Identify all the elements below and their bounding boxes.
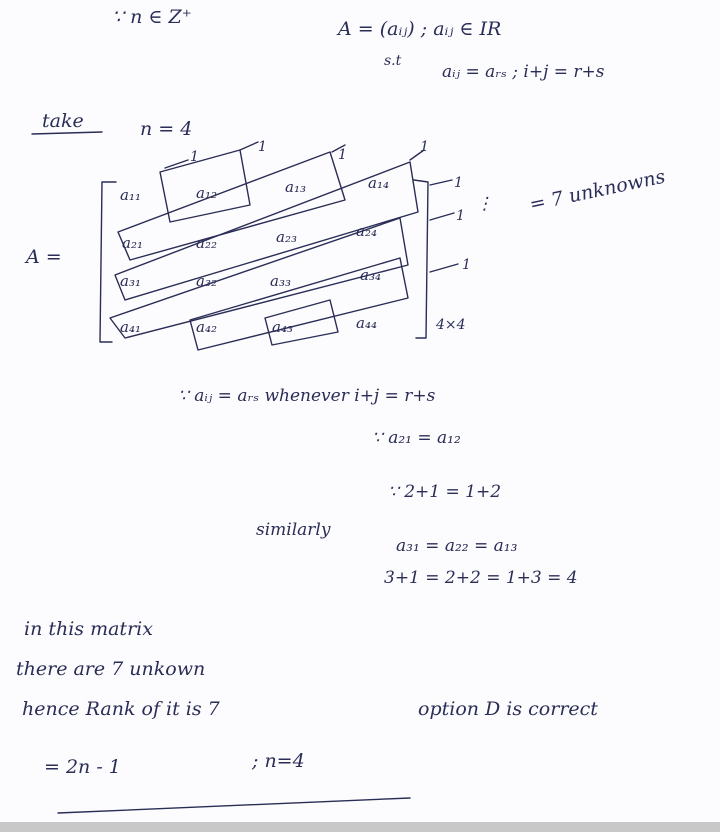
matrix-cell: a₂₃: [276, 228, 297, 246]
matrix-left-bracket: [100, 182, 116, 342]
take-underline: [32, 132, 102, 134]
tick-7: [430, 264, 458, 272]
matrix-cell: a₂₄: [356, 222, 377, 240]
bottom-strip: [0, 822, 720, 832]
matrix-cell: a₄₄: [356, 314, 377, 332]
rank-formula: = 2n - 1: [44, 756, 121, 778]
diagonal-mark: 1: [420, 139, 429, 155]
unknowns-note: = 7 unknowns: [527, 165, 668, 216]
take-value: n = 4: [140, 118, 193, 140]
tick-5: [430, 180, 452, 185]
diagonal-mark: 1: [338, 147, 347, 163]
diagonal-mark: 1: [454, 175, 463, 191]
tick-6: [430, 213, 454, 220]
matrix-cell: a₁₂: [196, 184, 217, 202]
matrix-cell: a₄₂: [196, 318, 217, 336]
conclusion-line-3: hence Rank of it is 7: [22, 698, 220, 720]
final-underline: [58, 798, 410, 813]
conclusion-line-1: in this matrix: [24, 618, 153, 640]
diagonal-mark: 1: [462, 257, 471, 273]
take-label: take: [42, 110, 84, 132]
similarly-label: similarly: [256, 520, 331, 540]
n-value-note: ; n=4: [252, 750, 305, 772]
diagonal-mark: 1: [258, 139, 267, 155]
matrix-cell: a₂₁: [122, 234, 143, 252]
matrix-definition: A = (aᵢⱼ) ; aᵢⱼ ∈ IR: [338, 18, 502, 40]
answer-option: option D is correct: [418, 698, 598, 720]
matrix-cell: a₃₁: [120, 272, 141, 290]
matrix-name: A =: [26, 246, 62, 268]
matrix-cell: a₃₂: [196, 272, 217, 290]
matrix-cell: a₄₁: [120, 318, 141, 336]
example-1: ∵ a₂₁ = a₁₂: [372, 428, 461, 448]
diagonal-mark: 1: [456, 208, 465, 224]
example-2-reason: 3+1 = 2+2 = 1+3 = 4: [384, 568, 578, 588]
example-2: a₃₁ = a₂₂ = a₁₃: [396, 536, 518, 556]
matrix-cell: a₂₂: [196, 234, 217, 252]
example-1-reason: ∵ 2+1 = 1+2: [388, 482, 502, 502]
tick-2: [240, 142, 258, 150]
condition-text: aᵢⱼ = aᵣₛ ; i+j = r+s: [442, 62, 605, 82]
given-n-positive: ∵ n ∈ Z⁺: [112, 6, 192, 28]
since-rule: ∵ aᵢⱼ = aᵣₛ whenever i+j = r+s: [178, 386, 436, 406]
matrix-cell: a₃₄: [360, 266, 381, 284]
matrix-cell: a₃₃: [270, 272, 291, 290]
matrix-cell: a₁₄: [368, 174, 389, 192]
matrix-cell: a₄₃: [272, 318, 293, 336]
diagonal-mark: 1: [190, 149, 199, 165]
continuation-dots: ⋮: [476, 194, 493, 214]
such-that-label: s.t: [384, 53, 402, 69]
matrix-cell: a₁₁: [120, 186, 141, 204]
matrix-cell: a₁₃: [285, 178, 306, 196]
conclusion-line-2: there are 7 unkown: [16, 658, 206, 680]
matrix-order: 4×4: [436, 317, 466, 333]
